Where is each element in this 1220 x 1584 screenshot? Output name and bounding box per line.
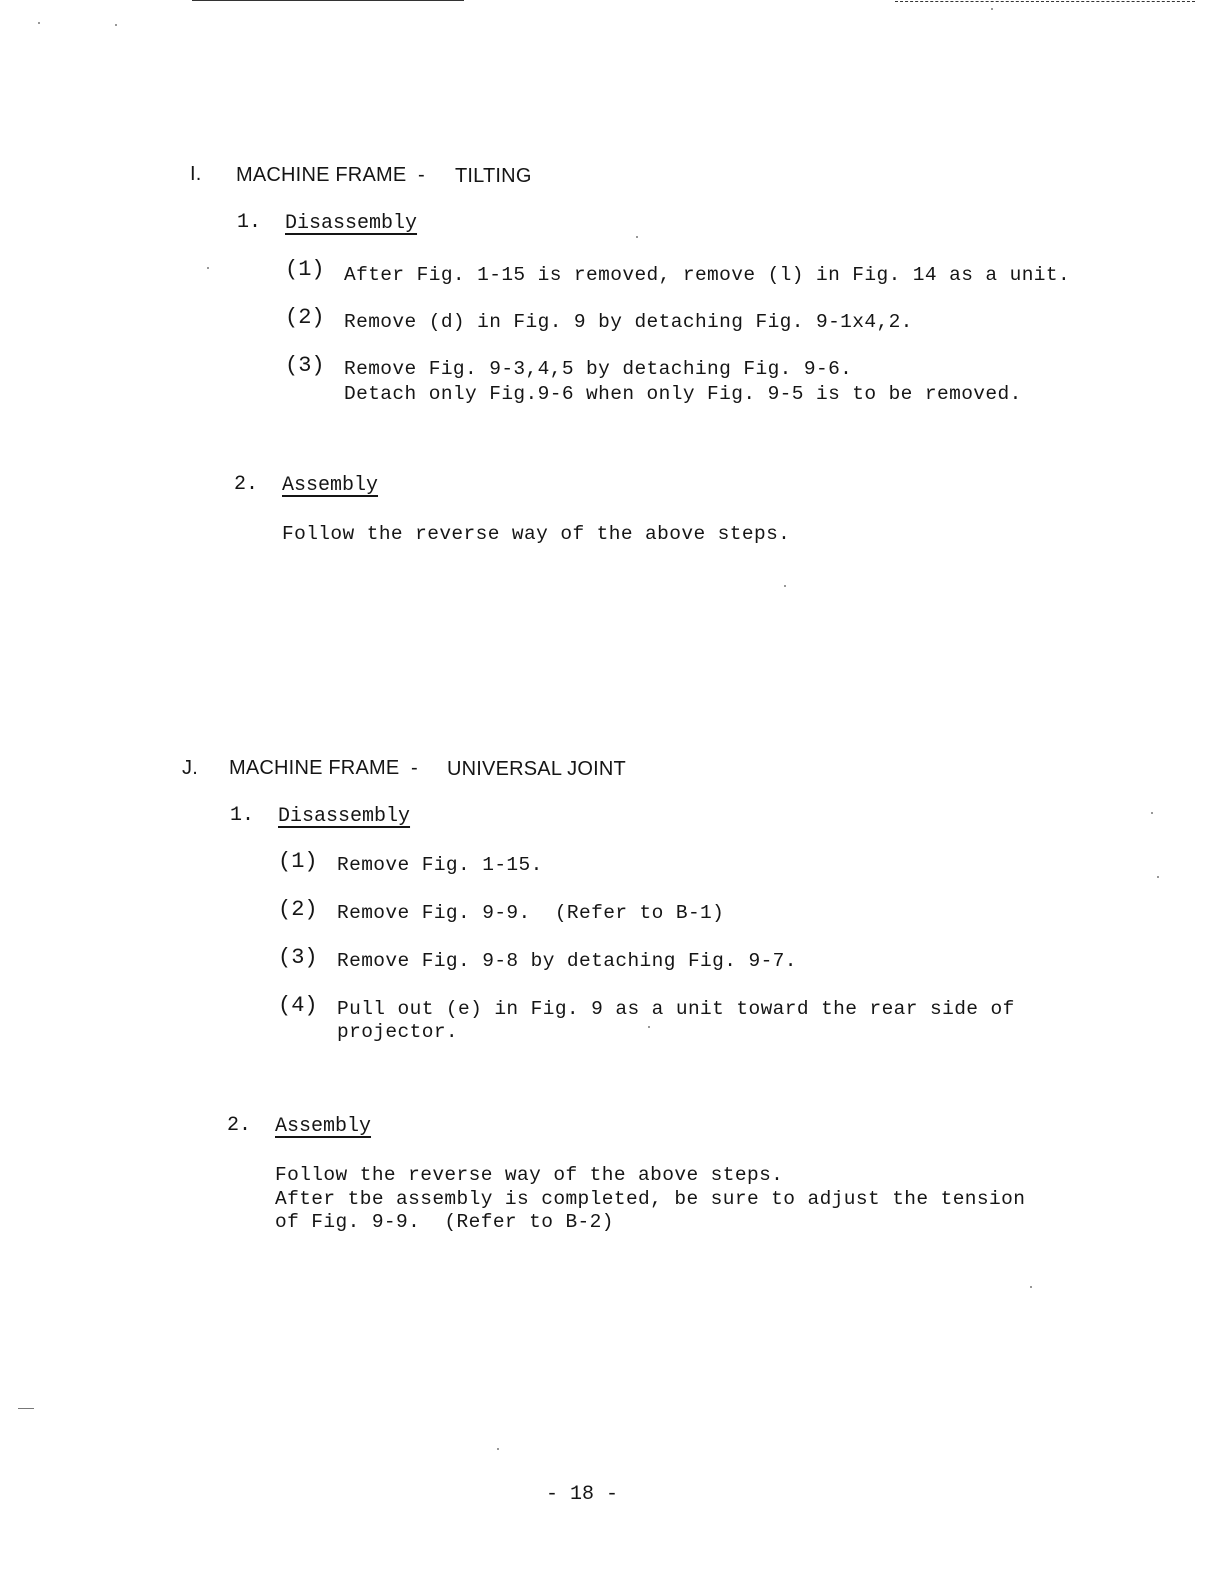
disassembly-heading: Disassembly: [278, 805, 411, 828]
top-right-rule: [895, 1, 1195, 2]
step-number: (3): [285, 353, 325, 378]
disassembly-heading: Disassembly: [285, 212, 418, 235]
scan-speck: [1157, 876, 1159, 878]
step-text: Remove Fig. 1-15.: [337, 854, 543, 876]
section-dash: -: [418, 164, 425, 186]
scan-speck: [38, 22, 40, 24]
scan-speck: [648, 1026, 650, 1028]
step-text: Remove Fig. 9-3,4,5 by detaching Fig. 9-6.: [344, 358, 853, 380]
step-text: projector.: [337, 1021, 459, 1043]
step-number: (3): [278, 945, 318, 970]
section-title: MACHINE FRAME: [236, 164, 407, 186]
section-letter: I.: [190, 163, 202, 185]
step-number: (1): [278, 849, 318, 874]
section-letter: J.: [182, 757, 198, 779]
step-text: Pull out (e) in Fig. 9 as a unit toward the rear side of: [337, 998, 1015, 1020]
step-number: (2): [285, 305, 325, 330]
assembly-text: Follow the reverse way of the above steps.: [275, 1164, 784, 1186]
step-text: Detach only Fig.9-6 when only Fig. 9-5 is to be removed.: [344, 383, 1022, 405]
scan-speck: [207, 267, 209, 269]
step-number: (1): [285, 257, 325, 282]
scan-speck: [991, 8, 993, 10]
subsection-number: 1.: [237, 211, 262, 234]
assembly-text: After tbe assembly is completed, be sure to adjust the tension: [275, 1188, 1026, 1210]
assembly-heading: Assembly: [282, 474, 379, 497]
scan-speck: [784, 585, 786, 587]
scan-speck: [1030, 1286, 1032, 1288]
step-text: After Fig. 1-15 is removed, remove (l) in Fig. 14 as a unit.: [344, 264, 1071, 286]
assembly-text: of Fig. 9-9. (Refer to B-2): [275, 1211, 614, 1233]
step-text: Remove Fig. 9-8 by detaching Fig. 9-7.: [337, 950, 797, 972]
assembly-text: Follow the reverse way of the above steps.: [282, 523, 791, 545]
section-subtitle: TILTING: [455, 165, 532, 187]
scan-speck: [636, 236, 638, 238]
scan-mark: [18, 1408, 34, 1409]
scan-speck: [115, 24, 117, 26]
step-text: Remove Fig. 9-9. (Refer to B-1): [337, 902, 725, 924]
step-number: (2): [278, 897, 318, 922]
scan-speck: [497, 1448, 499, 1450]
subsection-number: 2.: [234, 473, 259, 496]
section-subtitle: UNIVERSAL JOINT: [447, 758, 626, 780]
step-text: Remove (d) in Fig. 9 by detaching Fig. 9-1x4,2.: [344, 311, 913, 333]
section-title: MACHINE FRAME: [229, 757, 400, 779]
step-number: (4): [278, 993, 318, 1018]
subsection-number: 2.: [227, 1114, 252, 1137]
scan-speck: [1151, 812, 1153, 814]
top-left-rule: [192, 0, 464, 1]
section-dash: -: [411, 757, 418, 779]
subsection-number: 1.: [230, 804, 255, 827]
page-number: - 18 -: [546, 1483, 619, 1506]
assembly-heading: Assembly: [275, 1115, 372, 1138]
